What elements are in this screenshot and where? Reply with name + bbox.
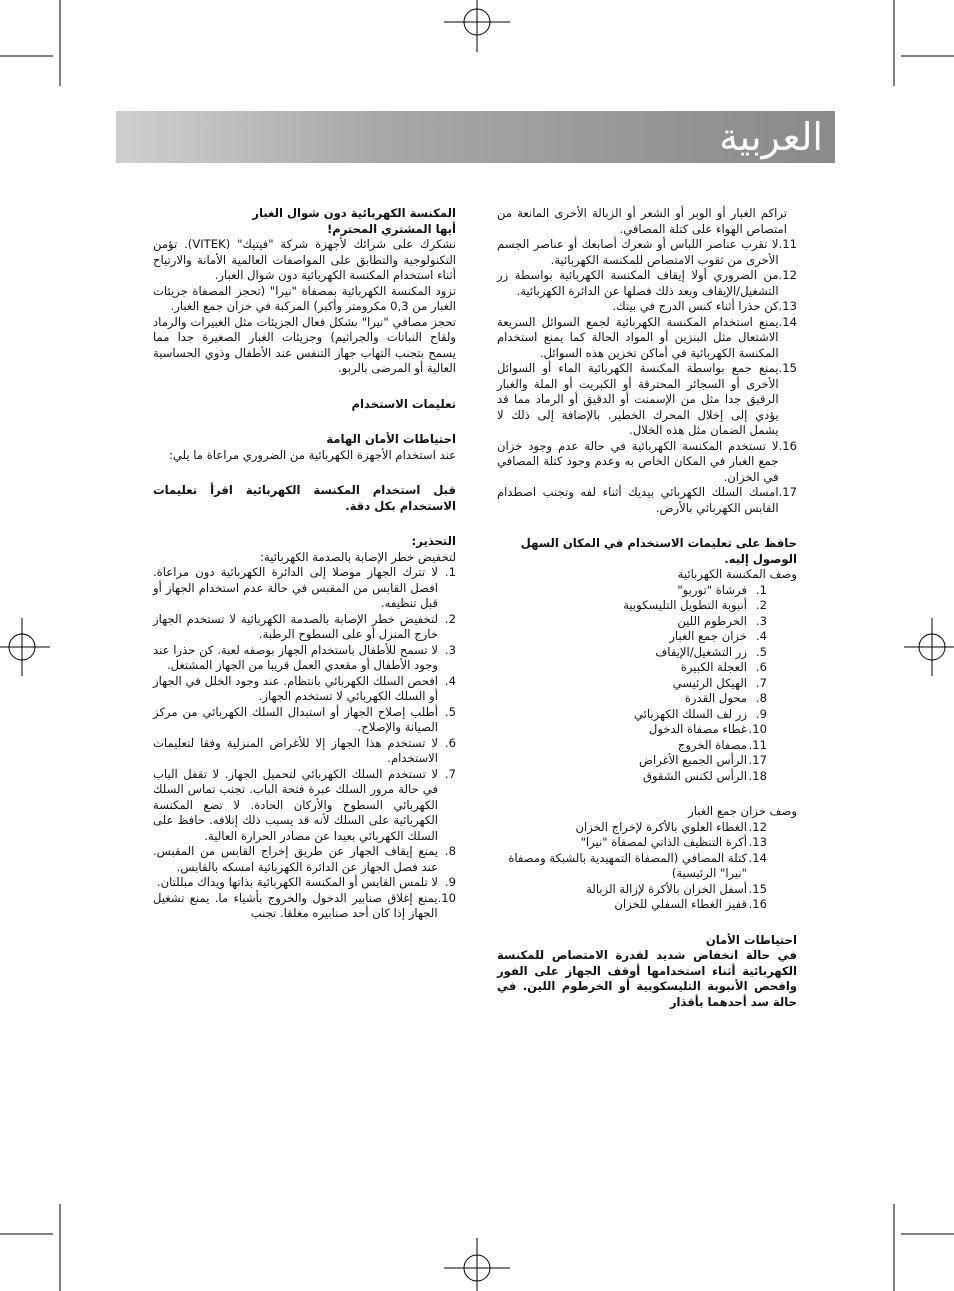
greeting: أيها المشتري المحترم!: [326, 221, 456, 236]
list-item: 4. خزان جمع الغبار: [669, 629, 767, 643]
list-item: 16. قفيز الغطاء السفلي للخزان: [614, 897, 767, 911]
list-item: 7. الهيكل الرئيسي: [672, 675, 767, 690]
list-item: 1. لا تترك الجهاز موصلا إلى الدائرة الكهربائية دون مراعاة. افصل القابس من المقبس في حالة عدم استخدام الجهاز أو قبل تنظيفه.: [153, 565, 456, 610]
safety-heading: احتياطات الأمان: [705, 932, 797, 947]
warning-list: [153, 565, 456, 922]
list-item: 17. الرأس الجميع الأغراض: [638, 753, 767, 767]
list-item: 10. غطاء مصفاة الدخول: [648, 722, 767, 736]
hepa-paragraph: تزود المكنسة الكهربائية بمصفاة "نيرا" (تحجز المصفاة جزيئات الغبار من 0,3 مكرومتر وأكبر) المركبة في خزان جمع الغبار.: [153, 283, 456, 313]
list-item: 15. يمنع جمع بواسطة المكنسة الكهربائية الماء أو السوائل الأخرى أو السجائر المحترقة أو الكبريت أو الملة والغبار الرقيق جدا مثل من الإسمنت أو الدقيق أو الرماد مما قد يؤدي إلى إخلال المحرك الخطير. بالإضافة إلى ذلك لا يشمل الضمان مثل هذه الخلال.: [497, 361, 797, 437]
important-safety-heading: احتياطات الأمان الهامة: [326, 432, 456, 446]
list-item: 12. من الضروري أولا إيقاف المكنسة الكهربائية بواسطة زر التشغيل/الإيقاف وبعد ذلك فصلها عن الدائرة الكهربائية.: [497, 268, 797, 298]
read-instructions-text: قبل استخدام المكنسة الكهربائية اقرأ تعليمات الاستخدام بكل دقة.: [153, 483, 456, 513]
safety-bold-text: في حالة انخفاض شديد لقدرة الامتصاص للمكنسة الكهربائية أثناء استخدامها أوقف الجهاز على الفور وافحص الأنبوبة التليسكوبية أو الخرطوم اللين. في حالة سد أحدهما بأقذار: [497, 948, 797, 1009]
banner-title: العربية: [719, 115, 823, 159]
list-item: 13. أكرة التنظيف الذاتي لمصفاة "نيرا": [580, 835, 767, 849]
list-item: 10. يمنع إغلاق صنابير الدخول والخروج بأشياء ما. يمنع تشغيل الجهاز إذا كان أحد صنابيره مغلقا. تجنب: [153, 890, 456, 920]
list-item: 5. أطلب إصلاح الجهاز أو استبدال السلك الكهربائي من مركز الصيانة والإصلاح.: [153, 704, 456, 734]
registration-mark-bottom: [444, 1238, 510, 1291]
document-title: المكنسة الكهربائية دون شوال الغبار: [252, 206, 456, 220]
list-item: 9. زر لف السلك الكهربائي: [633, 706, 767, 721]
list-item: 3. لا تسمح للأطفال باستخدام الجهاز بوصفه لعبة. كن حذرا عند وجود الأطفال أو مقعدي العمل قريبا من الجهاز المشتغل.: [153, 642, 456, 672]
warning-heading: التحذير:: [411, 534, 456, 548]
list-item: 11. لا تقرب عناصر اللباس أو شعرك أصابعك أو عناصر الجسم الأخرى من ثقوب الامتصاص للمكنسة الكهربائية.: [497, 237, 797, 267]
registration-mark-left: [0, 618, 50, 676]
continued-text: تراكم الغبار أو الوبر أو الشعر أو الزبالة الأخرى المانعة من امتصاص الهواء على كتلة المصافي.: [497, 206, 787, 236]
keep-instructions-heading: حافظ على تعليمات الاستخدام في المكان السهل الوصول إليه.: [520, 536, 797, 566]
registration-mark-top: [444, 0, 510, 52]
list-item: 14. يمنع استخدام المكنسة الكهربائية لجمع السوائل السريعة الاشتعال مثل البنزين أو المواد الحالة كما يمنع استخدام المكنسة الكهربائية في أماكن تخزين هذه السوائل.: [497, 314, 797, 360]
list-item: 9. لا تلمس القابس أو المكنسة الكهربائية بذاتها ويداك مبللتان.: [156, 875, 456, 889]
list-item: 15. أسفل الخزان بالأكرة لإزالة الزبالة: [586, 881, 767, 896]
important-safety-text: عند استخدام الأجهزة الكهربائية من الضروري مراعاة ما يلي:: [168, 447, 456, 462]
list-item: 8. محول القدرة: [684, 691, 767, 705]
list-item: 6. العجلة الكبيرة: [680, 660, 767, 674]
tank-parts-list: [497, 820, 797, 913]
usage-heading: تعليمات الاستخدام: [351, 396, 456, 411]
list-item: 2. أنبوبة التطويل التليسكوبية: [623, 598, 767, 612]
list-item: 2. لتخفيض خطر الإصابة بالصدمة الكهربائية لا تستخدم الجهاز خارج المنزل أو على السطوح الرطبة.: [153, 611, 456, 641]
registration-mark-right: [904, 618, 954, 676]
warning-text: لتخفيض خطر الإصابة بالصدمة الكهربائية:: [260, 549, 456, 564]
list-item: 8. يمنع إيقاف الجهاز عن طريق إخراج القابس من المقبس. عند فصل الجهاز عن الدائرة الكهربائية امسكه بالقابس.: [153, 844, 456, 874]
parts-list: [497, 583, 797, 785]
safety-list-continued: [497, 237, 797, 516]
list-item: 7. لا تستخدم السلك الكهربائي لتحميل الجهاز. لا تقفل الباب في حالة مرور السلك عبرة فتحة الباب. تجنب تماس السلك الكهربائي السطوح والأركان الحادة. لا تضع المكنسة الكهربائية على السلك لأنه قد يسبب ذلك إتلافه. حافظ على السلك الكهربائي بعيدا عن مصادر الحرارة العالية.: [153, 766, 456, 843]
description-heading: وصف المكنسة الكهربائية: [677, 567, 797, 581]
right-column: [497, 206, 797, 1010]
list-item: 12. الغطاء العلوي بالأكرة لإخراج الخزان: [575, 819, 767, 834]
list-item: 4. افحص السلك الكهربائي بانتظام. عند وجود الخلل في الجهاز أو السلك الكهربائي لا تستخدم الجهاز.: [153, 673, 456, 703]
list-item: 18. الرأس لكنس الشقوق: [642, 768, 767, 783]
left-column: [153, 206, 456, 922]
list-item: 6. لا تستخدم هذا الجهاز إلا للأغراض المنزلية وفقا لتعليمات الاستخدام.: [153, 735, 456, 765]
list-item: 5. زر التشغيل/الإيقاف: [655, 644, 767, 659]
list-item: 17. امسك السلك الكهربائي بيديك أثناء لفه وتجنب اصطدام القابس الكهربائي بالأرض.: [497, 485, 797, 515]
hepa-benefits-paragraph: تحجز مصافي "نيرا" بشكل فعال الجزيئات مثل الغبيرات والرماد ولقاح النباتات والجراثيم) وجزيئات الغبار الصغيرة جدا مما يسمح بتجنب التهاب جهاز التنفس عند الأطفال وذوي الحساسية العالية أو المرضى بالربو.: [153, 314, 456, 375]
list-item: 13. كن حذرا أثناء كنس الدرج في بيتك.: [612, 299, 797, 313]
list-item: 11. مصفاة الخروج: [677, 737, 767, 752]
list-item: 3. الخرطوم اللين: [677, 613, 767, 628]
list-item: 1. فرشاة "توربو": [677, 582, 767, 597]
intro-paragraph: نشكرك على شرائك لأجهزة شركة "فيتيك" (VITEK). تؤمن التكنولوجية والتطابق على المواصفات العالمية الأمانة والارتياح أثناء استخدام المكنسة الكهربائية دون شوال الغبار.: [153, 237, 456, 282]
list-item: 16. لا تستخدم المكنسة الكهربائية في حالة عدم وجود خزان جمع الغبار في المكان الخاص به وعدم وجود كتلة المصافي في الخزان.: [497, 438, 797, 484]
language-banner: [116, 111, 835, 163]
list-item: 14. كتلة المصافي (المصفاة التمهيدية بالشبكة ومصفاة "نيرا" الرئيسية): [508, 850, 767, 880]
tank-description-heading: وصف خزان جمع الغبار: [688, 804, 797, 818]
